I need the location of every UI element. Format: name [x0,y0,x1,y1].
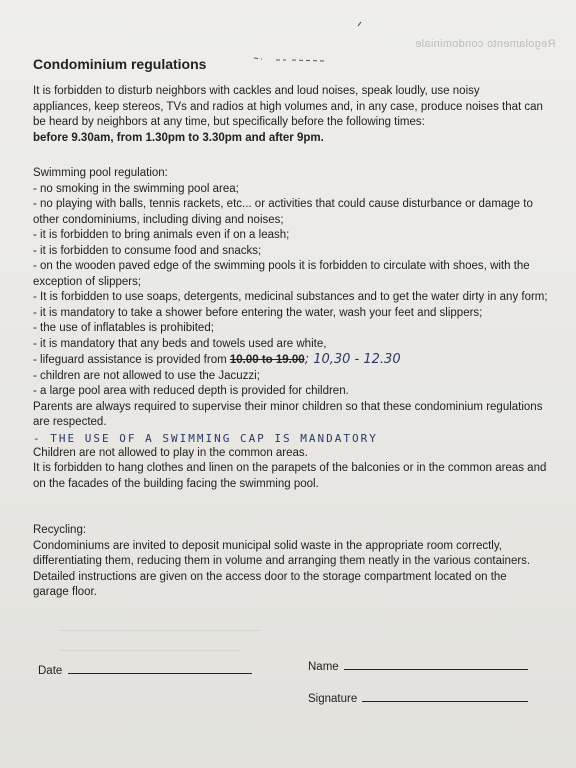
pool-rule: - it is mandatory to take a shower before entering the water, wash your feet and slippers; [33,306,483,319]
bleed-through-text: Regolamento condominiale [415,38,556,50]
signature-label: Signature [308,693,358,705]
name-line[interactable] [344,661,528,670]
handwritten-cap-note: - THE USE OF A SWIMMING CAP IS MANDATORY [33,431,378,445]
date-line[interactable] [68,665,252,674]
signature-line[interactable] [362,693,528,702]
lifeguard-prefix: - lifeguard assistance is provided from [33,354,230,366]
faint-rule [60,630,260,631]
recycling-detail: Detailed instructions are given on the access door to the storage compartment located on the garage floor. [33,570,507,598]
pool-rule: - no smoking in the swimming pool area; [33,182,239,195]
pool-heading: Swimming pool regulation: [33,167,168,179]
noise-line: appliances, keep stereos, TVs and radios at high volumes and, in any case, produce noises that can [33,100,543,113]
page-title: Condominium regulations [33,56,207,72]
noise-line: be heard by neighbors at any time, but specifically before the following times: [33,116,425,128]
pool-rule: - no playing with balls, tennis rackets, etc... or activities that could cause disturbance or damage to other condominiums, including diving and noises; [33,198,533,226]
recycling-heading: Recycling: [33,524,87,536]
lifeguard-rule [33,352,548,369]
laundry-rule: It is forbidden to hang clothes and linen on the parapets of the balconies or in the common areas and on the facades of the building facing the swimming pool. [33,462,547,490]
noise-paragraph [33,84,548,146]
parents-notice: Parents are always required to supervise their minor children so that these condominium regulations are respected. [33,400,543,428]
pool-rule: - on the wooden paved edge of the swimming pools it is forbidden to circulate with shoes, with the exception of slippers; [33,260,530,288]
recycling-section [33,523,543,601]
common-area-rule: Children are not allowed to play in the common areas. [33,446,308,459]
struck-hours: 10.00 to 19.00 [229,354,305,366]
pool-rule: - It is forbidden to use soaps, detergents, medicinal substances and to get the water dirty in any form; [33,291,548,303]
signature-field[interactable] [308,693,528,705]
pool-regulation-section [33,166,548,492]
pool-rule: - it is forbidden to consume food and snacks; [33,244,262,257]
faint-rule [60,650,240,651]
noise-line: It is forbidden to disturb neighbors with cackles and loud noises, speak loudly, use noisy [33,85,480,97]
name-field[interactable] [308,661,528,673]
name-label: Name [308,661,339,673]
pool-rule: - it is forbidden to bring animals even if on a leash; [33,229,290,241]
pen-marks [240,20,380,70]
date-label: Date [38,665,63,677]
quiet-hours: before 9.30am, from 1.30pm to 3.30pm and after 9pm. [33,131,324,144]
recycling-body: Condominiums are invited to deposit municipal solid waste in the appropriate room correctly, differentiating them, reducing them in volume and arranging them neatly in the various containers. [33,539,531,567]
date-field[interactable] [38,665,252,677]
pool-rule: - children are not allowed to use the Jacuzzi; [33,369,260,382]
pool-rule: - the use of inflatables is prohibited; [33,322,214,334]
handwritten-hours: ; 10,30 - 12.30 [304,352,401,367]
pool-rule: - a large pool area with reduced depth is provided for children. [33,385,349,397]
pool-rule: - it is mandatory that any beds and towels used are white, [33,337,327,350]
